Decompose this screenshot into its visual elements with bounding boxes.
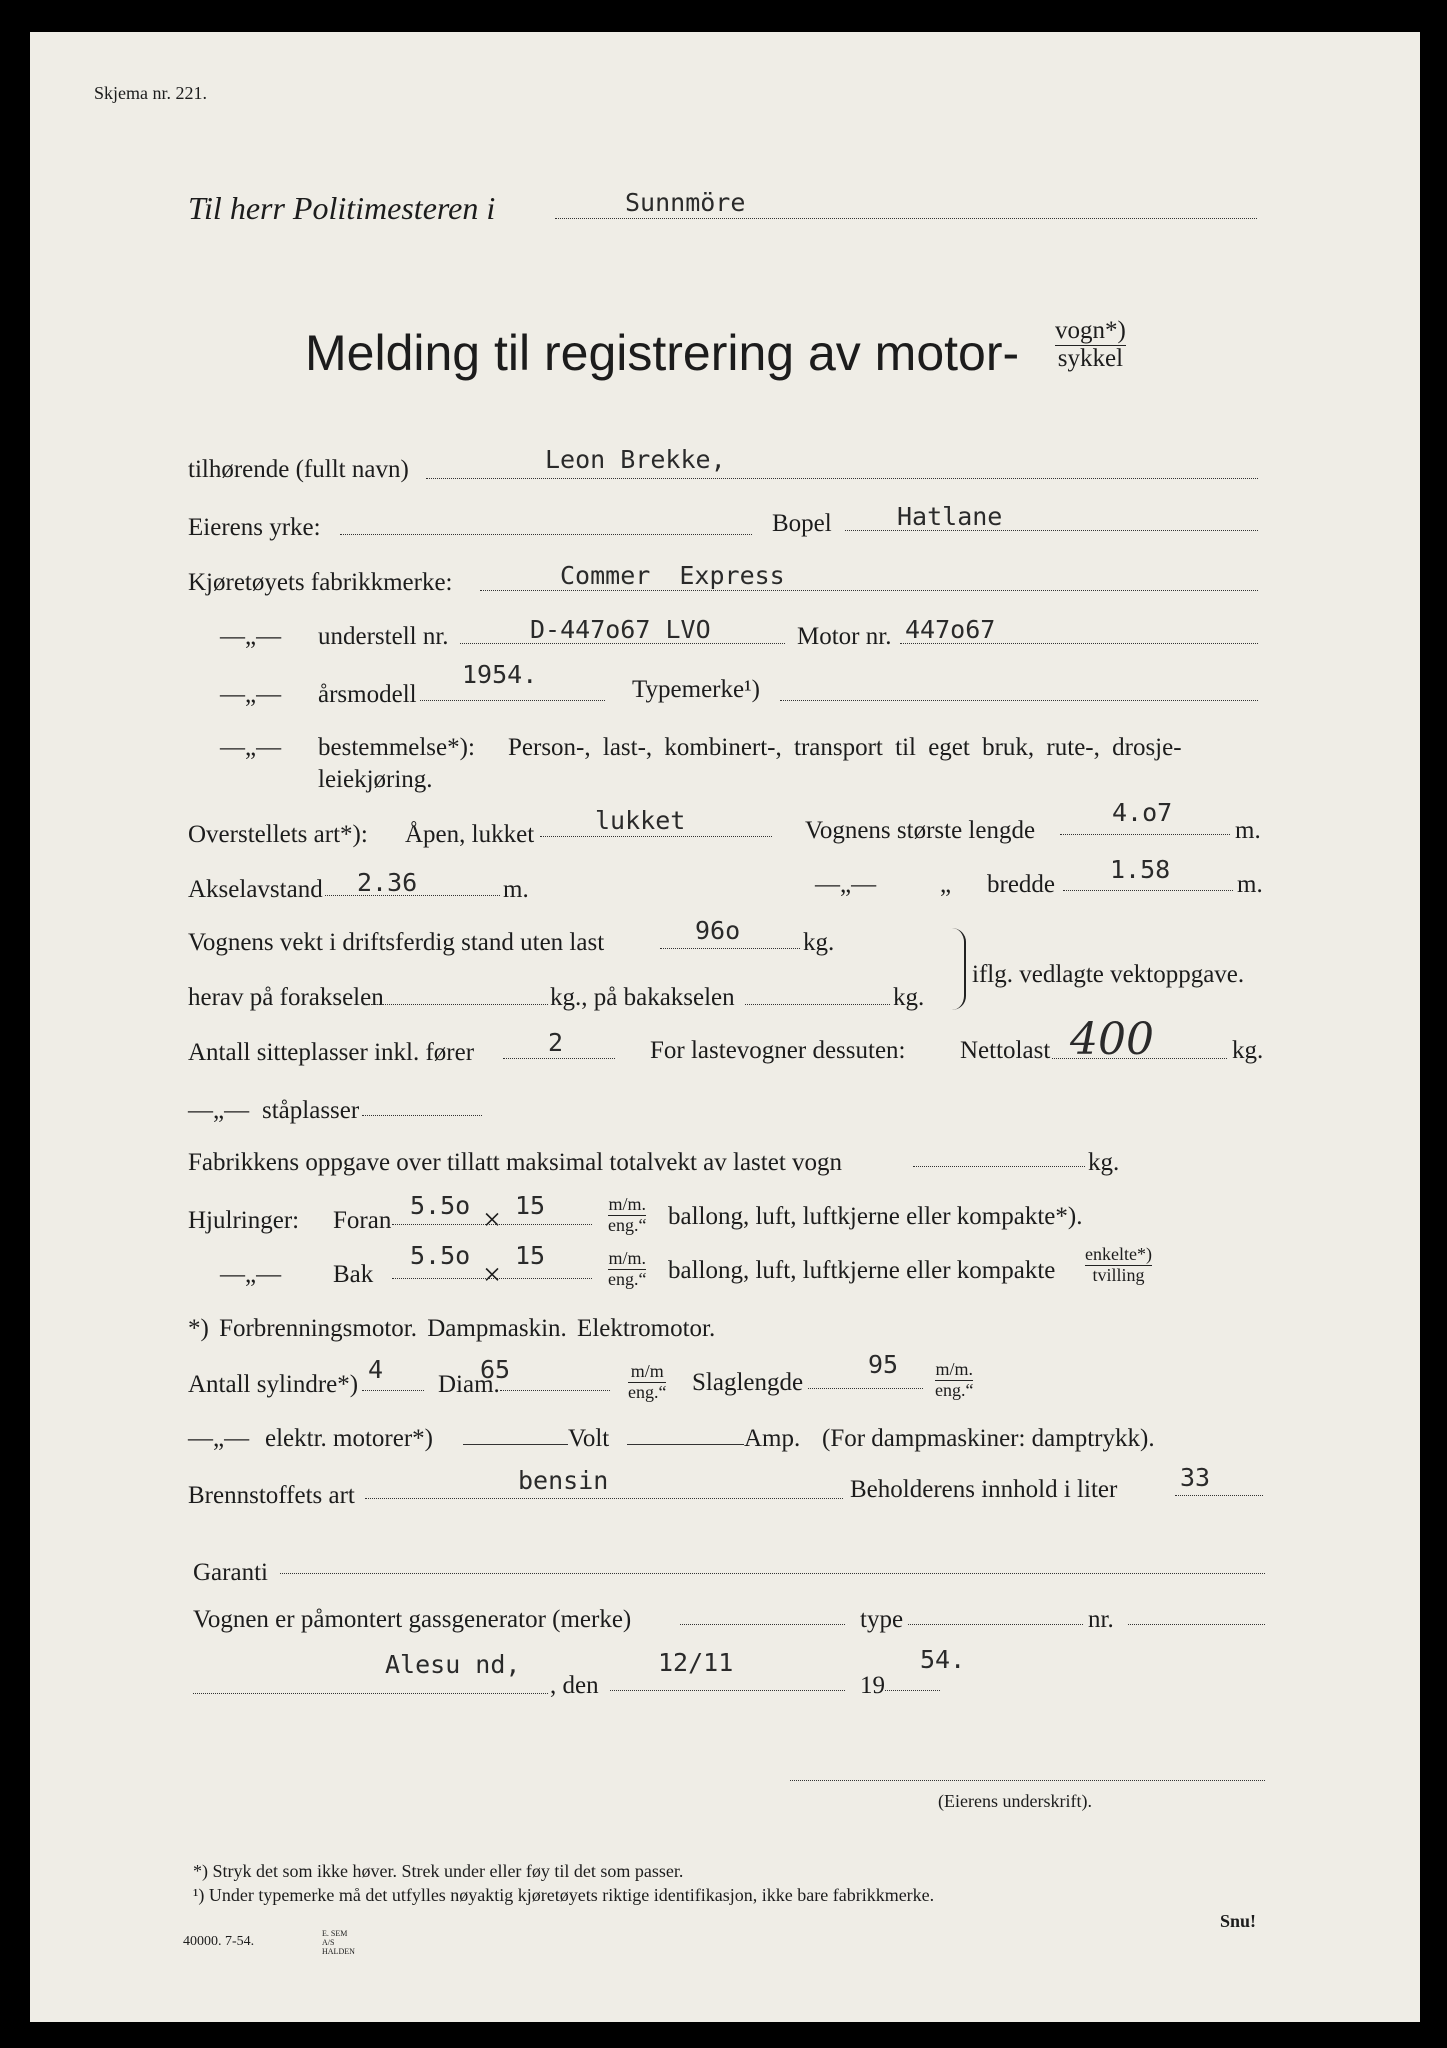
tank-label: Beholderens innhold i liter xyxy=(850,1476,1118,1503)
tyres-front-value[interactable]: 5.5o xyxy=(410,1191,471,1220)
body-type-label: Overstellets art*): xyxy=(188,821,368,848)
name-label: tilhørende (fullt navn) xyxy=(188,456,409,483)
year-line xyxy=(420,700,605,701)
volt-line xyxy=(627,1444,744,1445)
purpose-options: Person-, last-, kombinert-, transport til eget bruk, rute-, drosje- xyxy=(508,734,1182,761)
service-weight-label: Vognens vekt i driftsferdig stand uten last xyxy=(188,929,605,956)
footnote-1: *) Stryk det som ikke høver. Strek under eller føy til det som passer. xyxy=(193,1861,684,1881)
place-value[interactable]: Alesu nd, xyxy=(385,1650,521,1679)
net-load-label: Nettolast xyxy=(960,1037,1051,1064)
wheelbase-line xyxy=(325,895,500,896)
width-value[interactable]: 1.58 xyxy=(1110,855,1171,884)
standing-label: ståplasser xyxy=(262,1097,360,1124)
den-label: , den xyxy=(550,1672,599,1699)
ditto-mark: —„— xyxy=(220,734,282,761)
engine-line xyxy=(900,643,1258,644)
service-weight-value[interactable]: 96o xyxy=(695,916,741,945)
gas-generator-line xyxy=(680,1624,845,1625)
max-weight-label: Fabrikkens oppgave over tillatt maksimal totalvekt av lastet vogn xyxy=(188,1149,843,1176)
stroke-line xyxy=(808,1388,923,1389)
ditto-mark: —„— xyxy=(220,681,282,708)
cylinders-label: Antall sylindre*) xyxy=(188,1371,359,1398)
stroke-unit-fraction: m/m. eng.“ xyxy=(935,1359,974,1400)
century-label: 19 xyxy=(860,1672,885,1699)
tyres-unit-fraction: m/m. eng.“ xyxy=(608,1194,647,1235)
engine-kinds: *) Forbrenningsmotor. Dampmaskin. Elektromotor. xyxy=(188,1315,716,1342)
gas-nr-label: nr. xyxy=(1088,1606,1114,1633)
tyres-rear-value-2[interactable]: 15 xyxy=(515,1241,546,1270)
electric-motors-label: elektr. motorer*) xyxy=(265,1425,433,1452)
chassis-line xyxy=(460,643,785,644)
amp-label: Amp. xyxy=(744,1425,801,1452)
times-sign: × xyxy=(483,1256,502,1292)
gas-type-line xyxy=(908,1624,1083,1625)
guarantee-line xyxy=(280,1573,1265,1574)
signature-line xyxy=(790,1780,1265,1781)
net-load-line xyxy=(1052,1058,1227,1059)
standing-line xyxy=(362,1115,482,1116)
tyres-rear-type: ballong, luft, luftkjerne eller kompakte xyxy=(668,1257,1056,1284)
ditto-quote: „ xyxy=(940,871,952,898)
unit-m: m. xyxy=(503,876,529,903)
unit-kg: kg. xyxy=(803,929,835,956)
body-type-value[interactable]: lukket xyxy=(595,806,686,835)
front-axle-line xyxy=(365,1004,548,1005)
type-line xyxy=(780,700,1258,701)
print-code: 40000. 7-54. xyxy=(183,1934,255,1949)
occupation-label: Eierens yrke: xyxy=(188,514,321,541)
name-value[interactable]: Leon Brekke, xyxy=(545,445,726,474)
unit-kg: kg. xyxy=(893,984,925,1011)
fuel-value[interactable]: bensin xyxy=(518,1466,609,1495)
tyres-front-label: Foran xyxy=(333,1207,392,1234)
purpose-label: bestemmelse*): xyxy=(318,734,475,761)
purpose-options-2: leiekjøring. xyxy=(318,766,433,793)
cylinders-line xyxy=(362,1390,424,1391)
year-value-signed[interactable]: 54. xyxy=(920,1645,966,1674)
date-line xyxy=(610,1690,845,1691)
ditto-mark: —„— xyxy=(220,1261,282,1288)
addressee-value[interactable]: Sunnmöre xyxy=(625,188,746,217)
volt-label: Volt xyxy=(568,1425,610,1452)
diameter-line xyxy=(500,1390,610,1391)
residence-line xyxy=(845,530,1258,531)
make-label: Kjøretøyets fabrikkmerke: xyxy=(188,569,453,596)
unit-kg: kg. xyxy=(1232,1037,1264,1064)
make-line xyxy=(480,590,1258,591)
seats-value[interactable]: 2 xyxy=(548,1028,564,1057)
diameter-label: Diam. xyxy=(438,1371,500,1398)
engine-value[interactable]: 447o67 xyxy=(905,615,996,644)
printer-mark: E. SEM A/S HALDEN xyxy=(322,1929,355,1956)
page-title: Melding til registrering av motor- xyxy=(305,325,1020,381)
guarantee-label: Garanti xyxy=(193,1559,268,1586)
tyres-unit-fraction: m/m. eng.“ xyxy=(608,1248,647,1289)
diameter-value[interactable]: 65 xyxy=(480,1355,511,1384)
addressee-label: Til herr Politimesteren i xyxy=(188,190,496,226)
unit-m: m. xyxy=(1237,871,1263,898)
date-value[interactable]: 12/11 xyxy=(658,1648,734,1677)
signature-caption: (Eierens underskrift). xyxy=(938,1791,1092,1811)
tyres-front-value-2[interactable]: 15 xyxy=(515,1191,546,1220)
tank-line xyxy=(1175,1495,1263,1496)
engine-label: Motor nr. xyxy=(797,623,892,650)
wheelbase-value[interactable]: 2.36 xyxy=(357,868,418,897)
place-line xyxy=(193,1693,548,1694)
gas-nr-line xyxy=(1128,1624,1265,1625)
tyres-label: Hjulringer: xyxy=(188,1207,300,1234)
chassis-value[interactable]: D-447o67 LVO xyxy=(530,615,711,644)
title-fraction: vogn*) sykkel xyxy=(1055,317,1126,372)
tyres-rear-label: Bak xyxy=(333,1261,374,1288)
seats-line xyxy=(503,1058,615,1059)
type-label: Typemerke¹) xyxy=(632,676,760,703)
form-id: Skjema nr. 221. xyxy=(94,83,207,103)
cylinders-value[interactable]: 4 xyxy=(368,1355,384,1384)
footnote-2: ¹) Under typemerke må det utfylles nøyaktig kjøretøyets riktige identifikasjon, ikke bare fabrikkmerke. xyxy=(193,1885,935,1905)
stroke-value[interactable]: 95 xyxy=(868,1350,899,1379)
length-label: Vognens største lengde xyxy=(805,817,1036,844)
body-type-line xyxy=(540,836,772,837)
ditto-mark: —„— xyxy=(188,1425,250,1452)
ditto-mark: —„— xyxy=(815,871,877,898)
max-weight-line xyxy=(913,1166,1085,1167)
year-label: årsmodell xyxy=(318,681,417,708)
steam-note: (For dampmaskiner: damptrykk). xyxy=(822,1425,1155,1452)
length-value[interactable]: 4.o7 xyxy=(1112,798,1173,827)
width-label: bredde xyxy=(987,871,1056,898)
residence-label: Bopel xyxy=(772,510,832,537)
unit-kg: kg. xyxy=(1088,1149,1120,1176)
net-load-value[interactable]: 400 xyxy=(1070,1014,1154,1065)
diameter-unit-fraction: m/m eng.“ xyxy=(628,1361,667,1402)
cargo-label: For lastevogner dessuten: xyxy=(650,1037,906,1064)
service-weight-line xyxy=(660,948,800,949)
weight-note: iflg. vedlagte vektoppgave. xyxy=(972,961,1245,988)
chassis-label: understell nr. xyxy=(318,623,449,650)
tank-value[interactable]: 33 xyxy=(1180,1463,1211,1492)
gas-type-label: type xyxy=(860,1606,904,1633)
front-axle-label: herav på forakselen xyxy=(188,984,384,1011)
turn-over-note: Snu! xyxy=(1220,1911,1257,1931)
year-line xyxy=(885,1690,940,1691)
stroke-label: Slaglengde xyxy=(692,1369,804,1396)
tyres-rear-value[interactable]: 5.5o xyxy=(410,1241,471,1270)
rear-axle-line xyxy=(745,1004,890,1005)
fuel-label: Brennstoffets art xyxy=(188,1482,355,1509)
tyres-front-line xyxy=(392,1224,592,1225)
tyres-rear-line xyxy=(392,1278,592,1279)
times-sign: × xyxy=(483,1201,502,1237)
gas-generator-label: Vognen er påmontert gassgenerator (merke) xyxy=(193,1606,632,1633)
ditto-mark: —„— xyxy=(188,1097,250,1124)
tyres-front-type: ballong, luft, luftkjerne eller kompakte*). xyxy=(668,1203,1083,1230)
electric-motors-line xyxy=(463,1444,568,1445)
seats-label: Antall sitteplasser inkl. fører xyxy=(188,1039,475,1066)
occupation-line xyxy=(340,534,752,535)
name-line xyxy=(426,478,1258,479)
tyres-mount-fraction: enkelte*) tvilling xyxy=(1085,1244,1152,1285)
fuel-line xyxy=(365,1498,843,1499)
body-type-options: Åpen, lukket xyxy=(405,821,535,848)
addressee-line xyxy=(555,218,1257,219)
ditto-mark: —„— xyxy=(220,623,282,650)
wheelbase-label: Akselavstand xyxy=(188,876,323,903)
year-value[interactable]: 1954. xyxy=(462,660,538,689)
rear-axle-label: kg., på bakakselen xyxy=(550,984,735,1011)
residence-value[interactable]: Hatlane xyxy=(897,502,1003,531)
unit-m: m. xyxy=(1235,817,1261,844)
length-line xyxy=(1060,834,1230,835)
make-value[interactable]: Commer Express xyxy=(560,561,785,590)
brace xyxy=(952,928,966,1010)
width-line xyxy=(1063,890,1233,891)
